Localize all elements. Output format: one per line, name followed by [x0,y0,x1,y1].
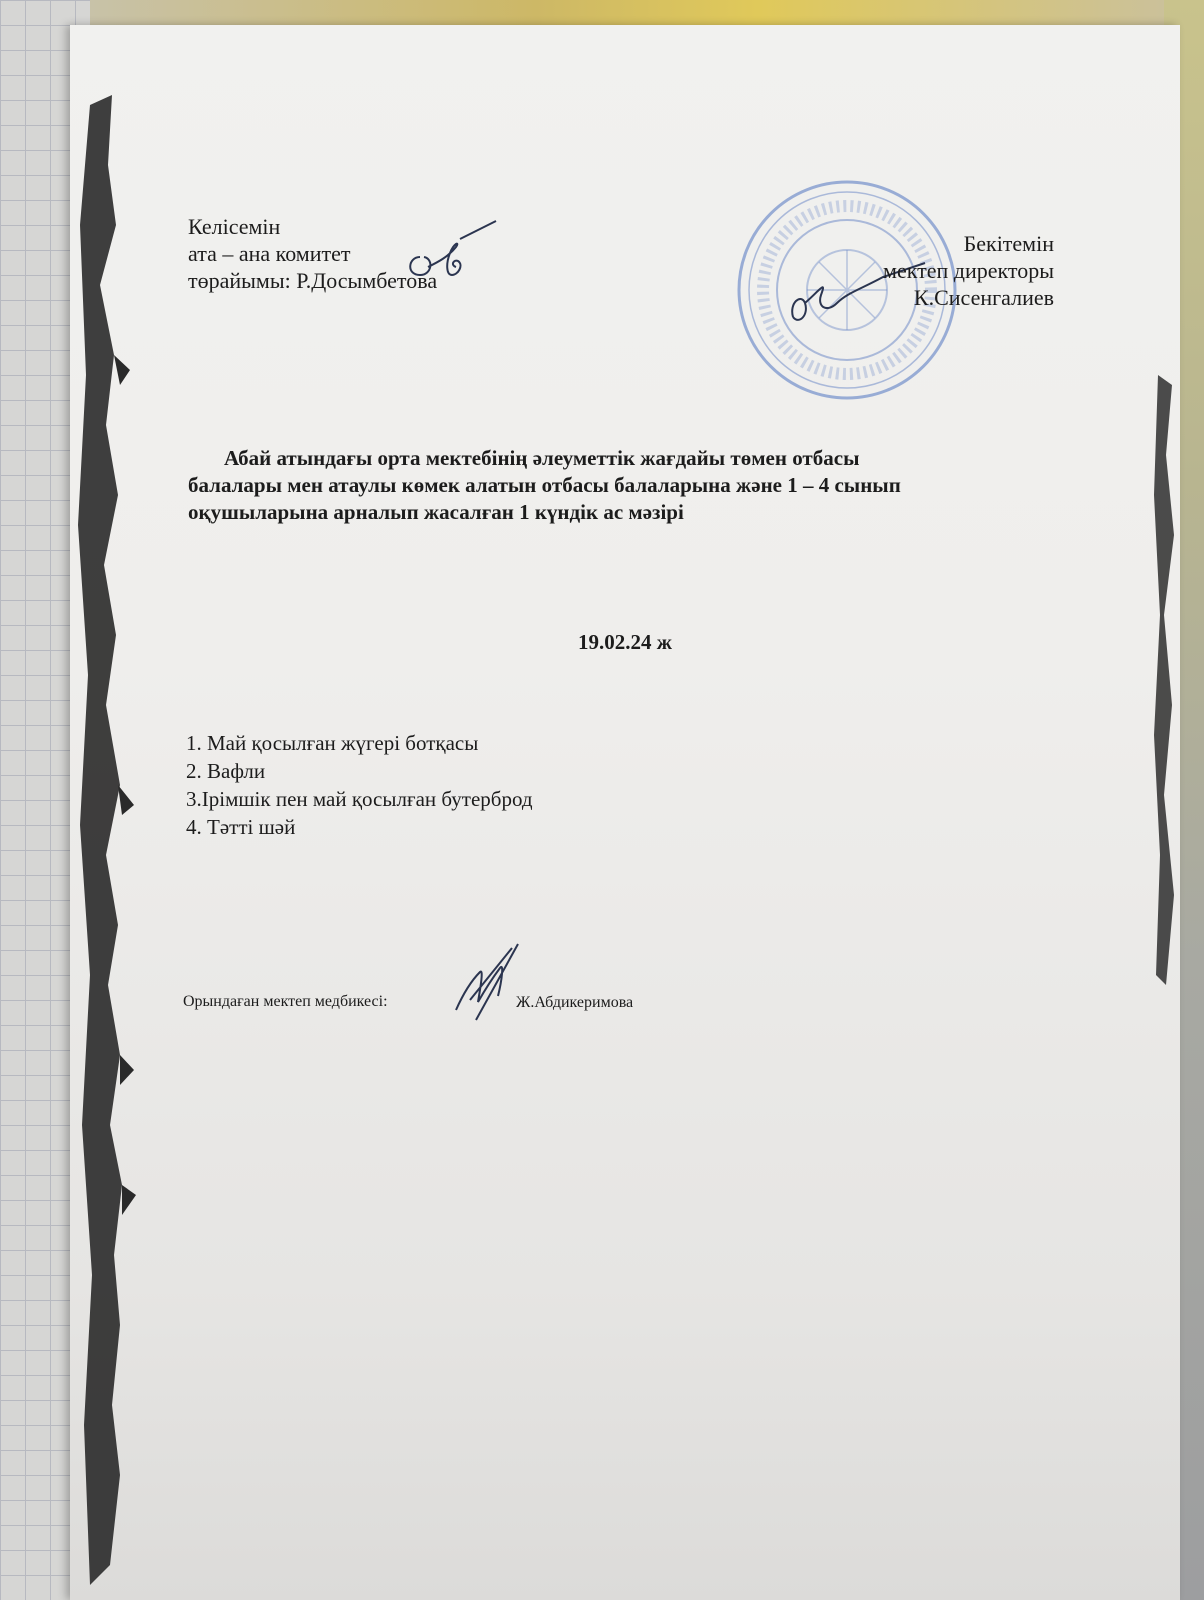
menu-item: 3.Ірімшік пен май қосылған бутерброд [186,787,533,811]
title-line1: Абай атындағы орта мектебінің әлеуметтік жағдайы төмен отбасы [224,446,860,470]
parent-committee-signature [398,217,498,287]
menu-item: 2. Вафли [186,759,266,783]
menu-date: 19.02.24 ж [578,630,672,654]
approval-right-block [824,230,1054,311]
footer-label: Орындаған мектеп медбикесі: [183,993,388,1010]
nurse-signature [450,940,520,1025]
menu-list [186,729,533,841]
approval-right-line2: мектеп директоры [883,258,1054,283]
approval-left-line3: төрайымы: Р.Досымбетова [188,268,438,293]
title-line3: оқушыларына арналып жасалған 1 күндік ас мәзірі [188,500,684,524]
approval-right-line1: Бекітемін [963,231,1054,256]
approval-left-line1: Келісемін [188,214,281,239]
title-line2: балалары мен атаулы көмек алатын отбасы балаларына және 1 – 4 сынып [188,473,901,497]
menu-item: 1. Май қосылған жүгері ботқасы [186,731,479,755]
toner-marks-right [1150,375,1180,995]
menu-item: 4. Тәтті шәй [186,815,296,839]
document-page [70,25,1180,1600]
document-title [188,445,1118,526]
approval-left-line2: ата – ана комитет [188,241,351,266]
approval-right-line3: К.Сисенгалиев [913,285,1054,310]
toner-marks-left [70,25,140,1600]
nurse-name: Ж.Абдикеримова [516,994,634,1011]
